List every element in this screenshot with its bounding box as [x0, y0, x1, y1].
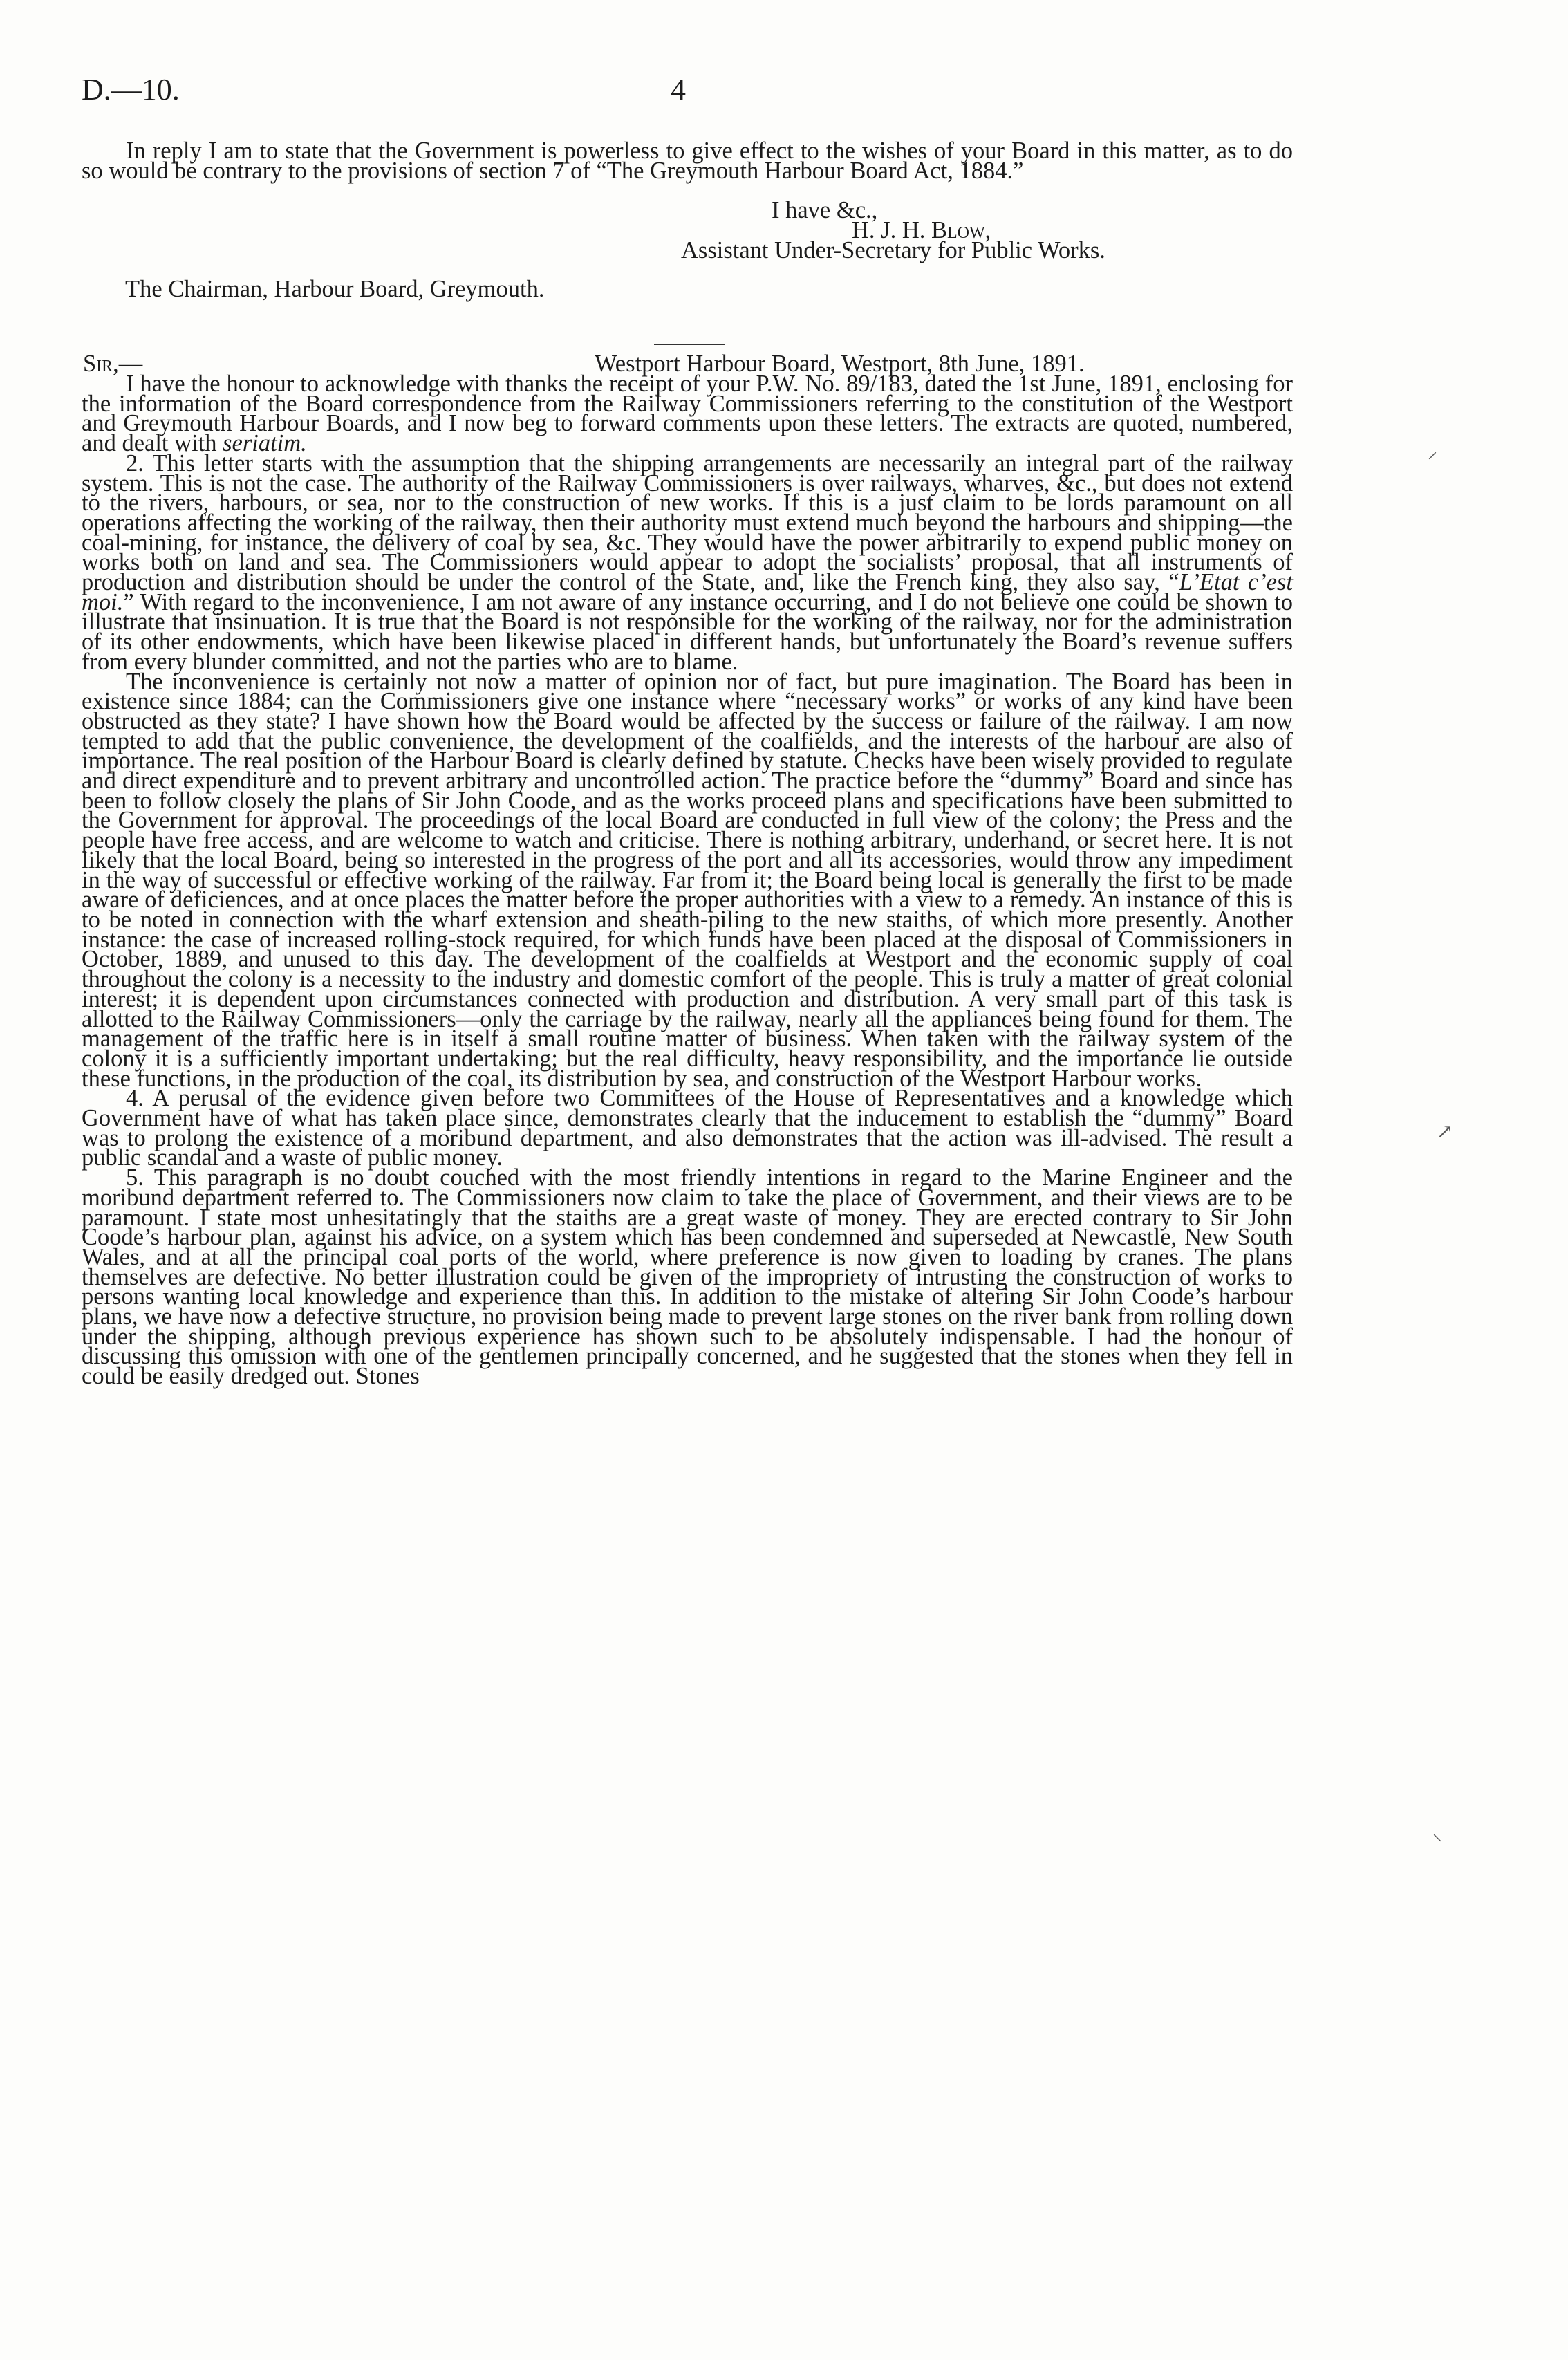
- paragraph-1-italic: seriatim.: [223, 430, 307, 457]
- reply-addressee: The Chairman, Harbour Board, Greymouth.: [125, 276, 545, 302]
- paragraph-1-text: I have the honour to acknowledge with thanks the receipt of your P.W. No. 89/183, dated the 1st June, 1891, enclosing for the information of the Board correspondence from the Railway Commissioners referring to the constitution of the Westport and Greymouth Harbour Boards, and I now beg to forward comments upon these letters. The extracts are quoted, numbered, and dealt with: [82, 371, 1293, 457]
- paragraph-2-rest: ” With regard to the inconvenience, I am not aware of any instance occurring, and I do not believe one could be shown to illustrate that insinuation. It is true that the Board is not responsible for the working of the railway, nor for the administration of its other endowments, which have been likewise placed in different hands, but unfortunately the Board’s revenue suffers from every blunder committed, and not the parties who are to blame.: [82, 588, 1293, 675]
- letter-address-date: Westport Harbour Board, Westport, 8th June, 1891.: [595, 351, 1085, 377]
- reply-paragraph: In reply I am to state that the Government is powerless to give effect to the wishes of your Board in this matter, as to do so would be contrary to the provisions of section 7 of “The Greymouth Harbour Board Act, 1884.”: [82, 138, 1293, 184]
- margin-mark: ⸜: [1432, 1823, 1443, 1845]
- letter-body: [82, 371, 1293, 1390]
- letter-paragraph-5: 5. This paragraph is no doubt couched with the most friendly intentions in regard to the Marine Engineer and the moribund department referred to. The Commissioners now claim to take the place of Government, and their views are to be paramount. I state most unhesitatingly that the staiths are a great waste of money. They are erected contrary to Sir John Coode’s harbour plan, against his advice, on a system which has been condemned and superseded at Newcastle, New South Wales, and at all the principal coal ports of the world, where preference is now given to loading by cranes. The plans themselves are defective. No better illustration could be given of the impropriety of intrusting the construction of works to persons wanting local knowledge and experience than this. In addition to the mistake of altering Sir John Coode’s harbour plans, we have now a defective structure, no provision being made to prevent large stones on the river bank from rolling down under the shipping, although previous experience has shown such to be absolutely indispensable. I had the honour of discussing this omission with one of the gentlemen principally concerned, and he suggested that the stones when they fell in could be easily dredged out. Stones: [82, 1164, 1293, 1390]
- margin-mark: ↗: [1437, 1122, 1453, 1143]
- letter-salutation: Sir,—: [83, 351, 143, 377]
- letter-paragraph-4: 4. A perusal of the evidence given before two Committees of the House of Representatives and a knowledge which Government have of what has taken place since, demonstrates clearly that the inducement to establish the “dummy” Board was to prolong the existence of a moribund department, and also demonstrates that the action was ill-advised. The result a public scandal and a waste of public money.: [82, 1085, 1293, 1171]
- margin-mark: ⸝: [1428, 441, 1438, 463]
- reply-closing: I have &c.,: [772, 197, 878, 223]
- letter-paragraph-2: [82, 449, 1293, 675]
- page-number: 4: [671, 73, 686, 106]
- reply-signer: H. J. H. Blow,: [852, 217, 991, 243]
- section-divider: [654, 344, 725, 345]
- page-header: [82, 72, 1486, 113]
- paragraph-2-italic: L’Etat c’est moi.: [82, 569, 1293, 615]
- paragraph-2-text: 2. This letter starts with the assumption that the shipping arrangements are necessarily an integral part of the railway system. This is not the case. The authority of the Railway Commissioners is over railways, wharves, &c., but does not extend to the rivers, harbours, or sea, nor to the construction of new works. If this is a just claim to be lords paramount on all operations affecting the working of the railway, then their authority must extend much beyond the harbours and shipping—the coal-mining, for instance, the delivery of coal by sea, &c. They would have the power arbitrarily to expend public money on works both on land and sea. The Commissioners would appear to adopt the socialists’ proposal, that all instruments of production and distribution should be under the control of the State, and, like the French king, they also say, “: [82, 449, 1293, 596]
- reply-paragraph-block: [82, 138, 1293, 184]
- reply-signer-title: Assistant Under-Secretary for Public Works.: [681, 237, 1105, 263]
- letter-paragraph-1: [82, 371, 1293, 457]
- page-reference: D.—10.: [82, 73, 180, 106]
- letter-paragraph-3: The inconvenience is certainly not now a matter of opinion nor of fact, but pure imagination. The Board has been in existence since 1884; can the Commissioners give one instance where “necessary works” or works of any kind have been obstructed as they state? I have shown how the Board would be affected by the success or failure of the railway. I am now tempted to add that the public convenience, the development of the coalfields, and the interests of the harbour are also of importance. The real position of the Harbour Board is clearly defined by statute. Checks have been wisely provided to regulate and direct expenditure and to prevent arbitrary and uncontrolled action. The practice before the “dummy” Board and since has been to follow closely the plans of Sir John Coode, and as the works proceed plans and specifications have been submitted to the Government for approval. The proceedings of the local Board are conducted in full view of the colony; the Press and the people have free access, and are welcome to watch and criticise. There is nothing arbitrary, underhand, or secret here. It is not likely that the local Board, being so interested in the progress of the port and all its accessories, would throw any impediment in the way of successful or effective working of the railway. Far from it; the Board being local is generally the first to be made aware of deficiences, and at once places the matter before the proper authorities with a view to a remedy. An instance of this is to be noted in connection with the wharf extension and sheath-piling to the new staiths, of which more presently. Another instance: the case of increased rolling-stock required, for which funds have been placed at the disposal of Commissioners in October, 1889, and unused to this day. The development of the coalfields at Westport and the economic supply of coal throughout the colony is a necessity to the industry and domestic comfort of the people. This is truly a matter of great colonial interest; it is dependent upon circumstances connected with production and distribution. A very small part of this task is allotted to the Railway Commissioners—only the carriage by the railway, nearly all the appliances being found for them. The management of the traffic here is in itself a small routine matter of business. When taken with the railway system of the colony it is a sufficiently important undertaking; but the real difficulty, heavy responsibility, and the importance lie outside these functions, in the production of the coal, its distribution by sea, and construction of the Westport Harbour works.: [82, 668, 1293, 1092]
